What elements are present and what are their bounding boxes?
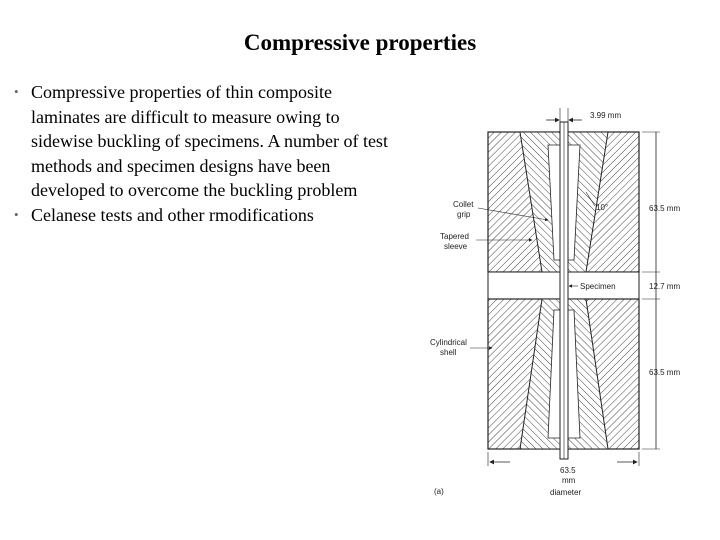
cylindrical-shell-label-line1: Cylindrical — [430, 338, 467, 347]
gap-height-label: 12.7 mm — [649, 282, 681, 291]
diameter-label-line2: mm — [562, 476, 576, 485]
bullet-dot-icon: • — [14, 84, 19, 99]
diameter-label-line3: diameter — [550, 488, 582, 497]
cylindrical-shell-label-line2: shell — [440, 348, 457, 357]
diameter-label-line1: 63.5 — [560, 466, 576, 475]
tapered-sleeve-label-line2: sleeve — [444, 242, 468, 251]
figure-caption: (a) — [434, 487, 444, 496]
celanese-test-fixture-figure — [420, 100, 700, 505]
height-upper-label: 63.5 mm — [649, 204, 681, 213]
tapered-sleeve-label-line1: Tapered — [440, 232, 469, 241]
bullet-dot-icon: • — [14, 206, 19, 222]
bullet-text: Compressive properties of thin composite laminates are difficult to measure owing to sidewise buckling of specimens. A number of test methods and specimen designs have been developed to overcome the buckling problem — [31, 82, 388, 200]
collet-grip-label-line1: Collet — [453, 200, 474, 209]
angle-label: 10° — [596, 203, 609, 212]
fixture-diagram — [420, 100, 700, 505]
bullet-text: Celanese tests and other rmodifications — [31, 204, 314, 225]
specimen-label: Specimen — [580, 282, 616, 291]
bullet-item — [14, 203, 394, 228]
width-top-label: 3.99 mm — [590, 111, 622, 120]
bullet-list — [14, 80, 394, 227]
height-lower-label: 63.5 mm — [649, 368, 681, 377]
collet-grip-label-line2: grip — [457, 210, 471, 219]
bullet-item — [14, 80, 394, 203]
slide-title: Compressive properties — [243, 30, 477, 55]
